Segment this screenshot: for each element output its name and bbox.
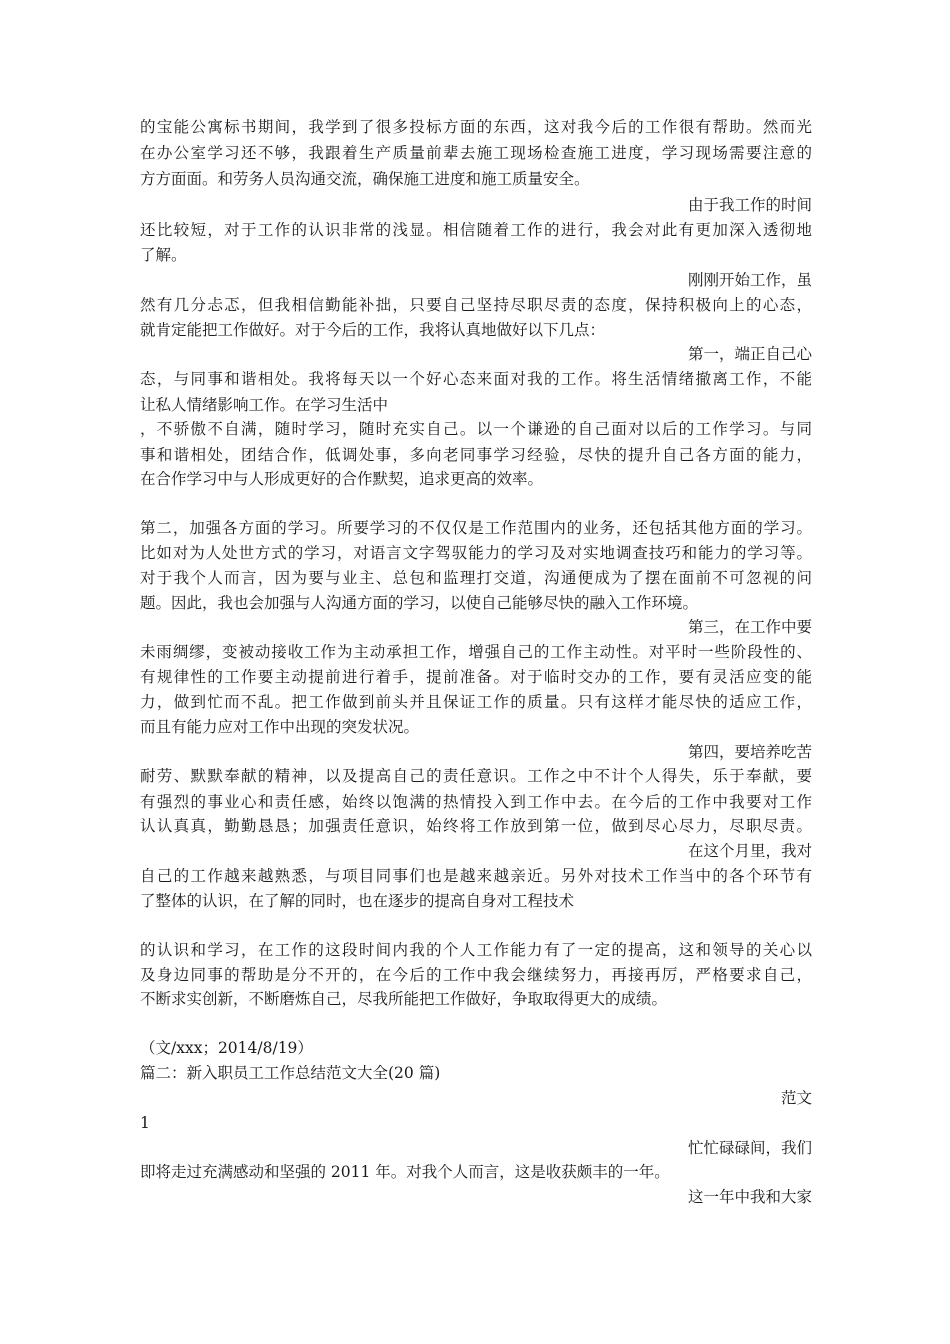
body-text-line: 由于我工作的时间 xyxy=(687,196,812,214)
body-text-line: 让私人情绪影响工作。在学习生活中 xyxy=(140,396,389,414)
body-text-line: 耐劳、默默奉献的精神，以及提高自己的责任意识。工作之中不计个人得失，乐于奉献，要 xyxy=(140,767,812,785)
body-text-line: 还比较短，对于工作的认识非常的浅显。相信随着工作的进行，我会对此有更加深入透彻地 xyxy=(140,221,812,239)
body-text-line: 认认真真，勤勤恳恳；加强责任意识，始终将工作放到第一位，做到尽心尽力，尽职尽责。 xyxy=(140,817,812,835)
body-text-line: 第一，端正自己心 xyxy=(687,345,812,363)
body-text-line: 有强烈的事业心和责任感，始终以饱满的热情投入到工作中去。在今后的工作中我要对工作 xyxy=(140,793,812,811)
body-text-line: 第四，要培养吃苦 xyxy=(687,743,812,761)
body-text-line: 在合作学习中与人形成更好的合作默契，追求更高的效率。 xyxy=(140,470,544,488)
body-text-line: 态，与同事和谐相处。我将每天以一个好心态来面对我的工作。将生活情绪撤离工作，不能 xyxy=(140,370,812,388)
body-text-line: 自己的工作越来越熟悉，与项目同事们也是越来越亲近。另外对技术工作当中的各个环节有 xyxy=(140,867,812,885)
body-text-line: 了整体的认识，在了解的同时，也在逐步的提高自身对工程技术 xyxy=(140,892,575,910)
body-text-line: 而且有能力应对工作中出现的突发状况。 xyxy=(140,718,420,736)
body-text-line: 了解。 xyxy=(140,246,187,264)
body-text-line: 不断求实创新，不断磨炼自己，尽我所能把工作做好，争取取得更大的成绩。 xyxy=(140,990,668,1008)
body-text-line: 在这个月里，我对 xyxy=(687,842,812,860)
body-text-line: 有规律性的工作要主动提前进行着手，提前准备。对于临时交办的工作，要有灵活应变的能 xyxy=(140,668,812,686)
body-text-line: 即将走过充满感动和坚强的 2011 年。对我个人而言，这是收获颇丰的一年。 xyxy=(140,1163,670,1181)
date-line: （文/xxx；2014/8/19） xyxy=(140,1039,313,1057)
body-text-line: 就肯定能把工作做好。对于今后的工作，我将认真地做好以下几点： xyxy=(140,321,606,339)
body-text-line: 方方面面。和劳务人员沟通交流，确保施工进度和施工质量安全。 xyxy=(140,170,590,188)
body-text-line: 在办公室学习还不够，我跟着生产质量前辈去施工现场检查施工进度，学习现场需要注意的 xyxy=(140,144,812,162)
body-text-line: 对于我个人而言，因为要与业主、总包和监理打交道，沟通便成为了摆在面前不可忽视的问 xyxy=(140,569,812,587)
body-text-line: 题。因此，我也会加强与人沟通方面的学习，以使自己能够尽快的融入工作环境。 xyxy=(140,594,699,612)
body-text-line: ，不骄傲不自满，随时学习，随时充实自己。以一个谦逊的自己面对以后的工作学习。与同 xyxy=(140,420,812,438)
body-text-line: 的宝能公寓标书期间，我学到了很多投标方面的东西，这对我今后的工作很有帮助。然而光 xyxy=(140,118,812,136)
body-text-line: 比如对为人处世方式的学习，对语言文字驾驭能力的学习及对实地调查技巧和能力的学习等。 xyxy=(140,544,812,562)
body-text-line: 然有几分忐忑，但我相信勤能补拙，只要自己坚持尽职尽责的态度，保持积极向上的心态， xyxy=(140,296,812,314)
body-text-line: 范文 xyxy=(780,1089,812,1107)
section-heading: 篇二：新入职员工工作总结范文大全(20 篇) xyxy=(140,1064,441,1082)
body-text-line: 力，做到忙而不乱。把工作做到前头并且保证工作的质量。只有这样才能尽快的适应工作， xyxy=(140,693,812,711)
body-text-line: 及身边同事的帮助是分不开的，在今后的工作中我会继续努力，再接再厉，严格要求自己， xyxy=(140,966,812,984)
body-text-line: 1 xyxy=(140,1114,150,1132)
body-text-line: 忙忙碌碌间，我们 xyxy=(687,1139,812,1157)
body-text-line: 刚刚开始工作，虽 xyxy=(687,271,812,289)
body-text-line: 第三，在工作中要 xyxy=(687,618,812,636)
body-text-line: 的认识和学习，在工作的这段时间内我的个人工作能力有了一定的提高，这和领导的关心以 xyxy=(140,941,812,959)
body-text-line: 事和谐相处，团结合作，低调处事，多向老同事学习经验，尽快的提升自己各方面的能力， xyxy=(140,446,812,464)
body-text-line: 未雨绸缪，变被动接收工作为主动承担工作，增强自己的工作主动性。对平时一些阶段性的、 xyxy=(140,643,812,661)
body-text-line: 第二，加强各方面的学习。所要学习的不仅仅是工作范围内的业务，还包括其他方面的学习。 xyxy=(140,519,812,537)
body-text-line: 这一年中我和大家 xyxy=(687,1188,812,1206)
